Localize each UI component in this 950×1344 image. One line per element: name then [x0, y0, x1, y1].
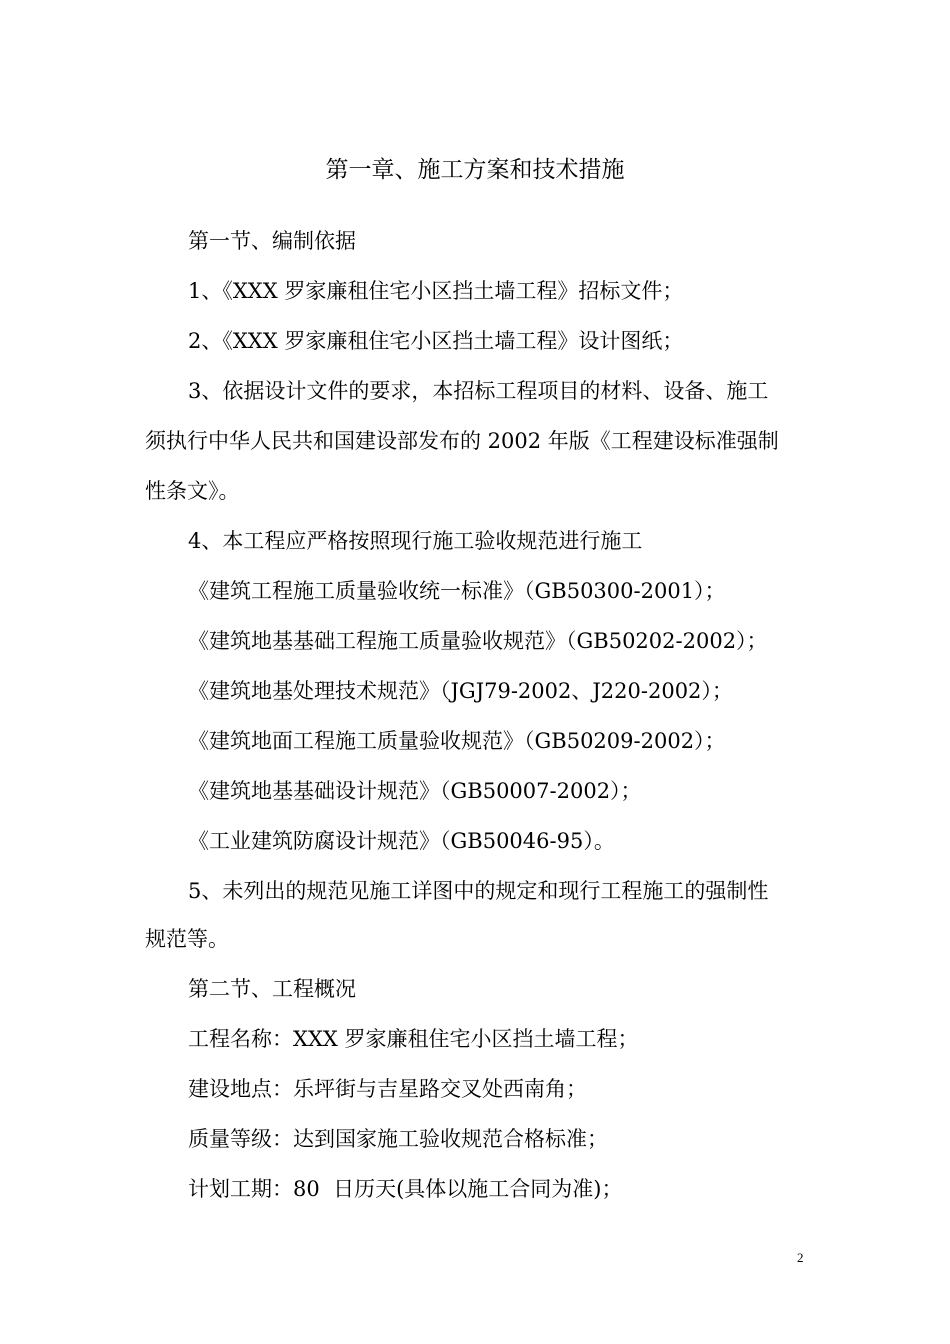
basis-item-5-line-2: 规范等。: [145, 927, 229, 951]
standard-item: 《建筑地基基础设计规范》（GB50007-2002）；: [188, 779, 642, 803]
chapter-title: 第一章、施工方案和技术措施: [325, 157, 625, 183]
basis-item-3-line-1: 3、依据设计文件的要求，本招标工程项目的材料、设备、施工: [188, 379, 769, 403]
standard-item: 《建筑地面工程施工质量验收规范》（GB50209-2002）；: [188, 729, 726, 753]
project-name: 工程名称：XXX 罗家廉租住宅小区挡土墙工程；: [188, 1027, 639, 1051]
standard-item: 《建筑工程施工质量验收统一标准》（GB50300-2001）；: [188, 579, 726, 603]
basis-item-1: 1、《XXX 罗家廉租住宅小区挡土墙工程》招标文件；: [188, 279, 684, 303]
standard-item: 《工业建筑防腐设计规范》（GB50046-95）。: [188, 829, 615, 853]
basis-item-4-intro: 4、本工程应严格按照现行施工验收规范进行施工: [188, 529, 643, 553]
basis-item-5-line-1: 5、未列出的规范见施工详图中的规定和现行工程施工的强制性: [188, 879, 769, 903]
basis-item-3-line-3: 性条文》。: [145, 479, 240, 503]
section2-heading: 第二节、工程概况: [188, 977, 356, 1001]
section1-heading: 第一节、编制依据: [188, 229, 356, 253]
page-number: 2: [797, 1250, 804, 1265]
planned-schedule: 计划工期：80 日历天(具体以施工合同为准)；: [188, 1177, 623, 1201]
project-location: 建设地点：乐坪街与吉星路交叉处西南角；: [188, 1077, 587, 1101]
basis-item-3-line-2: 须执行中华人民共和国建设部发布的 2002 年版《工程建设标准强制: [145, 429, 779, 453]
standard-item: 《建筑地基处理技术规范》（JGJ79-2002、J220-2002）；: [188, 679, 733, 703]
standard-item: 《建筑地基基础工程施工质量验收规范》（GB50202-2002）；: [188, 629, 768, 653]
basis-item-2: 2、《XXX 罗家廉租住宅小区挡土墙工程》设计图纸；: [188, 329, 684, 353]
quality-grade: 质量等级：达到国家施工验收规范合格标准；: [188, 1127, 608, 1151]
